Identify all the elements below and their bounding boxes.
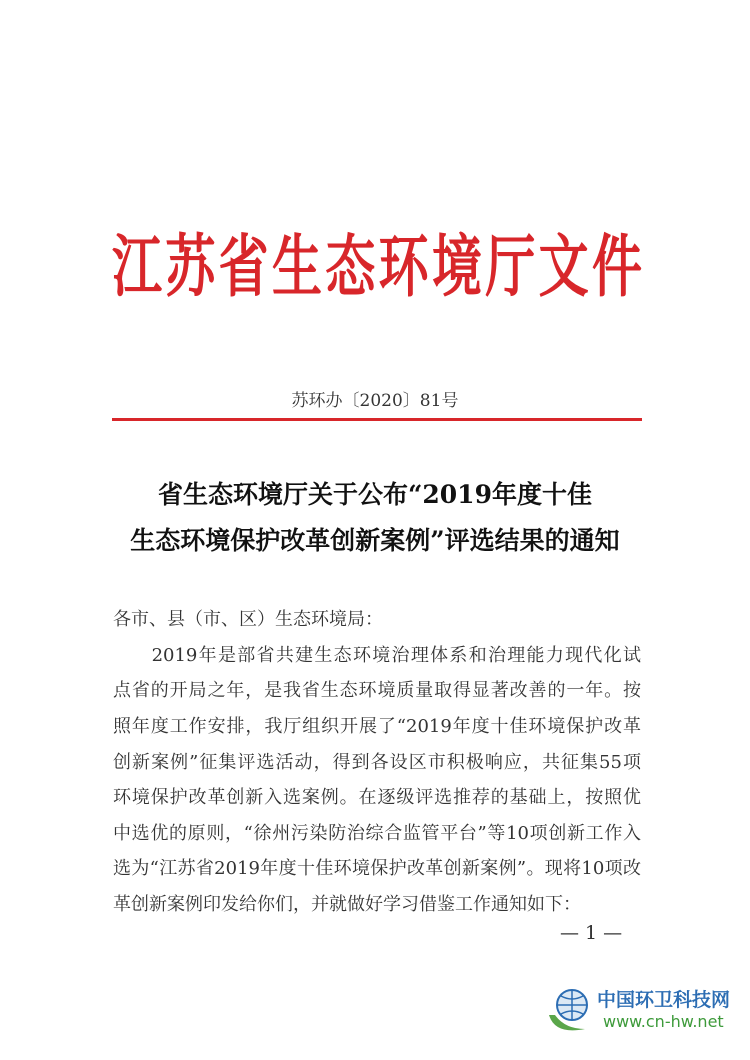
body-line: 环境保护改革创新入选案例。在逐级评选推荐的基础上，按照优: [113, 787, 641, 808]
document-number: 苏环办〔2020〕81号: [291, 391, 459, 411]
document-header-title: 江苏省生态环境厅文件: [112, 227, 642, 307]
watermark-name: 中国环卫科技网: [597, 989, 731, 1011]
notice-title-line-2: 生态环境保护改革创新案例”评选结果的通知: [130, 526, 620, 555]
red-divider: [112, 418, 642, 421]
body-line: 中选优的原则，“徐州污染防治综合监管平台”等10项创新工作入: [113, 823, 641, 844]
body-line: 革创新案例印发给你们，并就做好学习借鉴工作通知如下：: [113, 894, 581, 915]
watermark-url: www.cn-hw.net: [603, 1012, 724, 1031]
body-line: 照年度工作安排，我厅组织开展了“2019年度十佳环境保护改革: [113, 716, 641, 737]
watermark-logo: [545, 985, 745, 1035]
page-number: — 1 —: [560, 922, 623, 944]
body-line: 2019年是部省共建生态环境治理体系和治理能力现代化试: [113, 645, 641, 666]
body-line: 创新案例”征集评选活动，得到各设区市积极响应，共征集55项: [113, 752, 641, 773]
notice-title-line-1: 省生态环境厅关于公布“2019年度十佳: [158, 480, 592, 509]
salutation: 各市、县（市、区）生态环境局：: [113, 609, 383, 630]
body-line: 点省的开局之年，是我省生态环境质量取得显著改善的一年。按: [113, 680, 641, 701]
globe-leaf-icon: [545, 985, 595, 1035]
body-line: 选为“江苏省2019年度十佳环境保护改革创新案例”。现将10项改: [113, 858, 641, 879]
